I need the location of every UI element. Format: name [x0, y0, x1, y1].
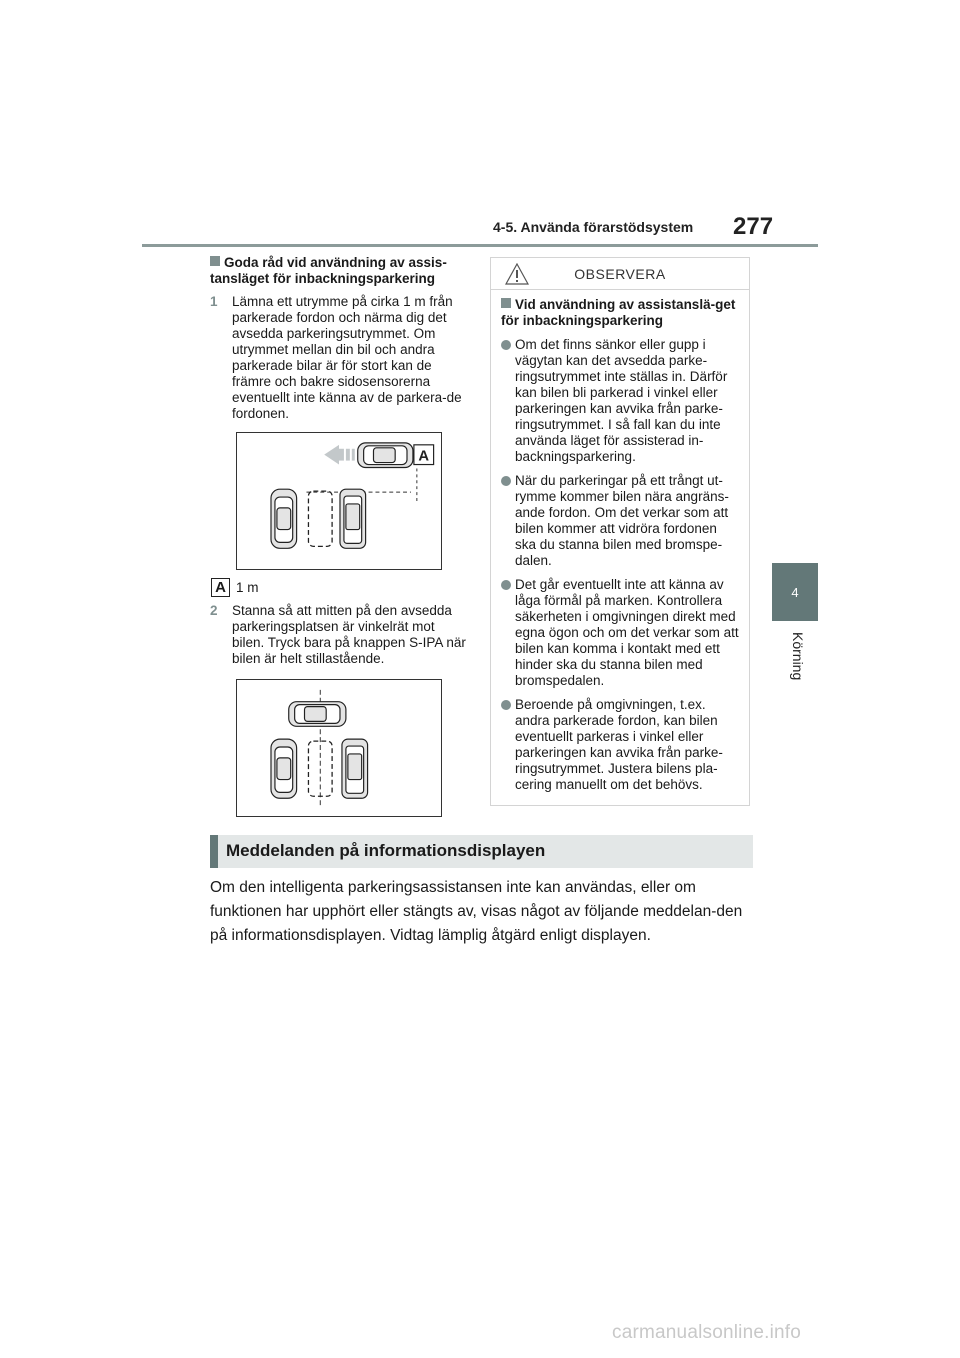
diagram-label-a [414, 445, 434, 465]
watermark-link[interactable]: carmanualsonline.info [612, 1322, 802, 1343]
observera-header [491, 258, 749, 290]
step-number: 2 [210, 603, 218, 618]
observera-bullet: Det går eventuellt inte att känna av låga förmål på marken. Kontrollera säkerheten i omgivningen direkt med egna ögon och om det verkar som att bilen kan komma i kontakt med ett hinder ska du stanna bilen med bromspedalen. [501, 577, 739, 689]
step-text: Stanna så att mitten på den avsedda parkeringsplatsen är vinkelrät mot bilen. Tryck bara på knappen S-IPA när bilen är helt stillastående. [232, 603, 466, 666]
square-bullet-icon [501, 298, 511, 308]
observera-bullet: Om det finns sänkor eller gupp i vägytan kan det avsedda parke-ringsutrymmet inte ställas in. Därför kan bilen bli parkerad i vinkel eller parkeringen kan avvika från parke-ringsutrymmet. I så fall kan du inte använda läget för assisterad in-backningsparkering. [501, 337, 739, 465]
tips-subhead: Goda råd vid användning av assis-tansläget för inbackningsparkering [210, 255, 447, 286]
direction-arrow-icon [324, 445, 355, 465]
parked-car-left-icon [271, 739, 297, 798]
svg-text:A: A [418, 448, 430, 465]
section-heading: Meddelanden på informationsdisplayen [226, 841, 546, 860]
step-2-container [210, 596, 470, 667]
parked-car-left-icon [271, 489, 297, 548]
round-bullet-icon [501, 580, 511, 590]
parking-diagram-stop [236, 679, 442, 817]
tips-section [210, 255, 470, 422]
step-2 [210, 603, 470, 667]
parked-car-right-icon [340, 489, 366, 548]
parking-diagram-approach [236, 432, 442, 570]
round-bullet-icon [501, 340, 511, 350]
page-number: 277 [733, 213, 774, 240]
moving-car-icon [358, 443, 413, 468]
observera-bullet: Beroende på omgivningen, t.ex. andra parkerade fordon, kan bilen eventuellt parkeras i vinkel eller parkeringen kan avvika från parke-ringsutrymmet. Justera bilens pla-cering manuellt om det behövs. [501, 697, 739, 793]
legend-a [211, 578, 259, 597]
chapter-number: 4 [791, 584, 799, 600]
stopped-car-icon [289, 702, 346, 727]
chapter-name: Körning [790, 632, 806, 681]
section-banner [210, 835, 753, 868]
parking-diagram-stop-svg [237, 680, 441, 816]
section-paragraph: Om den intelligenta parkeringsassistansen inte kan användas, eller om funktionen har upphört eller stängts av, visas något av följande meddelan-den på informationsdisplayen. Vidtag lämplig åtgärd enligt displayen. [210, 879, 743, 944]
square-bullet-icon [210, 256, 220, 266]
chapter-tab[interactable] [772, 563, 818, 621]
observera-title: OBSERVERA [574, 265, 666, 282]
legend-value: 1 m [236, 580, 259, 595]
warning-triangle-icon [505, 263, 529, 285]
observera-box [490, 257, 750, 806]
parked-car-right-icon [342, 739, 368, 798]
parking-diagram-approach-svg [237, 433, 441, 569]
banner-accent-bar [210, 835, 218, 868]
round-bullet-icon [501, 476, 511, 486]
step-1 [210, 294, 470, 422]
header-divider [142, 244, 818, 247]
step-text: Lämna ett utrymme på cirka 1 m från parkerade fordon och närma dig det avsedda parkeringsutrymmet. Om utrymmet mellan din bil och andra parkerade bilar är för stort kan de främre och bakre sidosensorerna eventuellt inte känna av de parkera-de fordonen. [232, 294, 462, 421]
step-number: 1 [210, 294, 218, 309]
target-space-outline [308, 491, 332, 546]
observera-subhead: Vid användning av assistanslä-get för inbackningsparkering [501, 297, 736, 328]
legend-letter: A [211, 578, 230, 597]
round-bullet-icon [501, 700, 511, 710]
section-title: 4-5. Använda förarstödsystem [493, 219, 694, 235]
observera-bullet: När du parkeringar på ett trångt ut-rymme kommer bilen nära angräns-ande fordon. Om det verkar som att bilen kommer att vidröra fordonen ska du stanna bilen med bromspe-dalen. [501, 473, 739, 569]
